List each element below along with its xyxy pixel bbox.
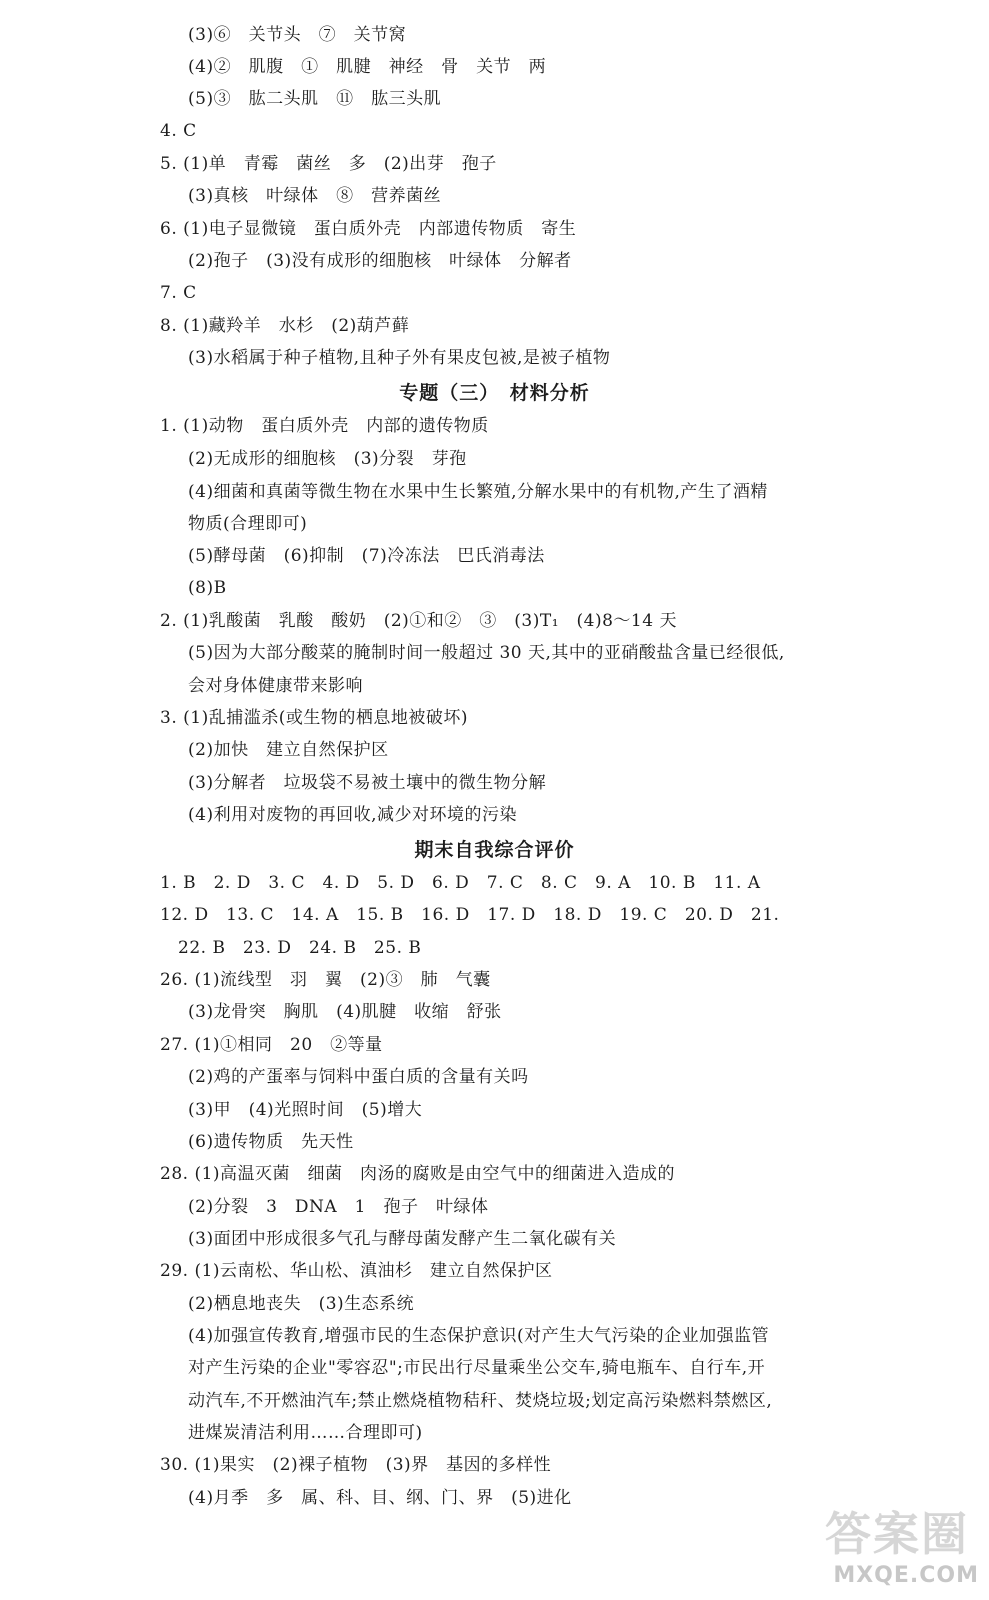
answer-line: 对产生污染的企业"零容忍";市民出行尽量乘坐公交车,骑电瓶车、自行车,开: [188, 1358, 766, 1378]
answer-line: 4. C: [160, 121, 197, 141]
answer-line: (4)月季 多 属、科、目、纲、门、界 (5)进化: [188, 1488, 572, 1508]
answer-line: (3)龙骨突 胸肌 (4)肌腱 收缩 舒张: [188, 1002, 502, 1022]
answer-line: 1. (1)动物 蛋白质外壳 内部的遗传物质: [160, 416, 489, 436]
answer-line: (4)细菌和真菌等微生物在水果中生长繁殖,分解水果中的有机物,产生了酒精: [188, 482, 768, 502]
answer-line: (5)③ 肱二头肌 ⑪ 肱三头肌: [188, 89, 442, 109]
answer-line: (3)水稻属于种子植物,且种子外有果皮包被,是被子植物: [188, 348, 611, 368]
answer-line: (3)真核 叶绿体 ⑧ 营养菌丝: [188, 186, 442, 206]
answer-line: 8. (1)藏羚羊 水杉 (2)葫芦藓: [160, 316, 410, 336]
answer-line: (2)加快 建立自然保护区: [188, 740, 389, 760]
answer-line: 12. D 13. C 14. A 15. B 16. D 17. D 18. D 19. C 20. D 21.: [160, 905, 780, 925]
answer-line: 3. (1)乱捕滥杀(或生物的栖息地被破坏): [160, 708, 468, 728]
answer-line: (3)⑥ 关节头 ⑦ 关节窝: [188, 25, 407, 45]
answer-line: 22. B 23. D 24. B 25. B: [178, 938, 422, 958]
answer-line: 进煤炭清洁利用……合理即可): [188, 1423, 423, 1443]
answer-line: 29. (1)云南松、华山松、滇油杉 建立自然保护区: [160, 1261, 553, 1281]
answer-line: 30. (1)果实 (2)裸子植物 (3)界 基因的多样性: [160, 1455, 552, 1475]
watermark-url: MXQE.COM: [833, 1563, 979, 1588]
answer-line: 物质(合理即可): [188, 514, 308, 534]
answer-line: 26. (1)流线型 羽 翼 (2)③ 肺 气囊: [160, 970, 491, 990]
answer-line: 2. (1)乳酸菌 乳酸 酸奶 (2)①和② ③ (3)T₁ (4)8～14 天: [160, 611, 677, 631]
answer-line: 28. (1)高温灭菌 细菌 肉汤的腐败是由空气中的细菌进入造成的: [160, 1164, 676, 1184]
answer-line: (5)因为大部分酸菜的腌制时间一般超过 30 天,其中的亚硝酸盐含量已经很低,: [188, 643, 785, 663]
answer-line: (4)加强宣传教育,增强市民的生态保护意识(对产生大气污染的企业加强监管: [188, 1326, 770, 1346]
section-title: 期末自我综合评价: [414, 839, 575, 861]
answer-line: (3)甲 (4)光照时间 (5)增大: [188, 1100, 423, 1120]
answer-line: 7. C: [160, 283, 197, 303]
answer-line: 会对身体健康带来影响: [188, 676, 363, 696]
answer-line: (2)栖息地丧失 (3)生态系统: [188, 1294, 415, 1314]
answer-line: (2)孢子 (3)没有成形的细胞核 叶绿体 分解者: [188, 251, 572, 271]
answer-line: 6. (1)电子显微镜 蛋白质外壳 内部遗传物质 寄生: [160, 219, 577, 239]
answer-line: (4)利用对废物的再回收,减少对环境的污染: [188, 805, 517, 825]
answer-line: (6)遗传物质 先天性: [188, 1132, 354, 1152]
answer-line: (8)B: [188, 578, 227, 598]
answer-line: (3)分解者 垃圾袋不易被土壤中的微生物分解: [188, 773, 547, 793]
answer-line: (3)面团中形成很多气孔与酵母菌发酵产生二氧化碳有关: [188, 1229, 617, 1249]
answer-line: (2)分裂 3 DNA 1 孢子 叶绿体: [188, 1197, 489, 1217]
answer-line: 5. (1)单 青霉 菌丝 多 (2)出芽 孢子: [160, 154, 497, 174]
answer-line: 1. B 2. D 3. C 4. D 5. D 6. D 7. C 8. C 9. A 10. B 11. A: [160, 873, 761, 893]
answer-line: (4)② 肌腹 ① 肌腱 神经 骨 关节 两: [188, 57, 547, 77]
answer-line: 27. (1)①相同 20 ②等量: [160, 1035, 383, 1055]
answer-line: (2)鸡的产蛋率与饲料中蛋白质的含量有关吗: [188, 1067, 529, 1087]
watermark: [764, 1498, 979, 1588]
watermark-logo: 答案圈: [825, 1507, 969, 1561]
answer-line: 动汽车,不开燃油汽车;禁止燃烧植物秸秆、焚烧垃圾;划定高污染燃料禁燃区,: [188, 1391, 773, 1411]
answer-line: (5)酵母菌 (6)抑制 (7)冷冻法 巴氏消毒法: [188, 546, 545, 566]
answer-line: (2)无成形的细胞核 (3)分裂 芽孢: [188, 449, 467, 469]
section-title: 专题（三） 材料分析: [399, 382, 590, 404]
